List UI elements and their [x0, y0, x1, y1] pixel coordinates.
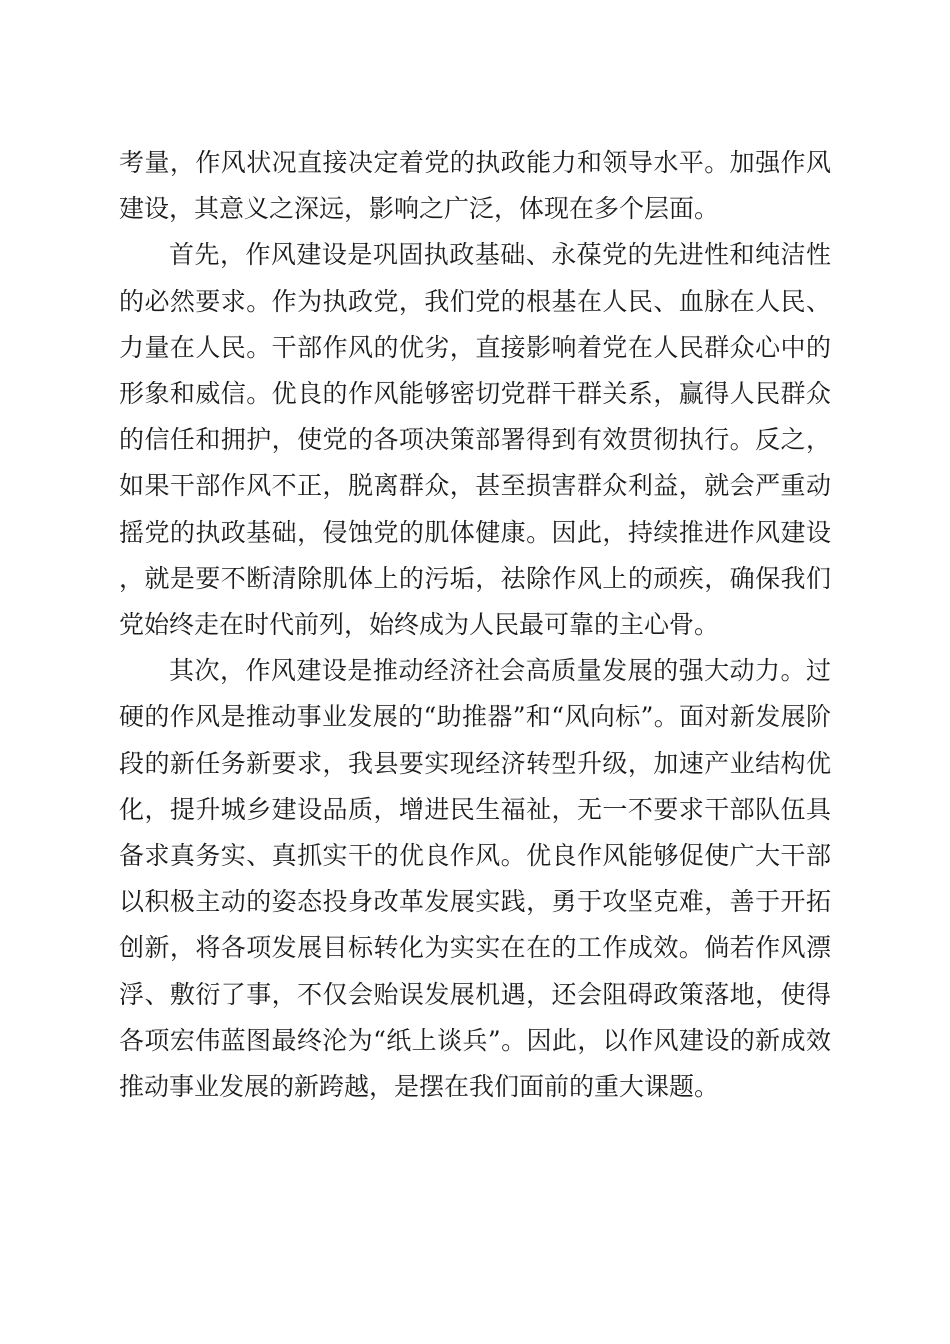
paragraph-3: 其次，作风建设是推动经济社会高质量发展的强大动力。过硬的作风是推动事业发展的“助推器”和“风向标”。面对新发展阶段的新任务新要求，我县要实现经济转型升级，加速产业结构优化，提升城乡建设品质，增进民生福祉，无一不要求干部队伍具备求真务实、真抓实干的优良作风。优良作风能够促使广大干部以积极主动的姿态投身改革发展实践，勇于攻坚克难，善于开拓创新，将各项发展目标转化为实实在在的工作成效。倘若作风漂浮、敷衍了事，不仅会贻误发展机遇，还会阻碍政策落地，使得各项宏伟蓝图最终沦为“纸上谈兵”。因此，以作风建设的新成效推动事业发展的新跨越，是摆在我们面前的重大课题。 — [119, 656, 831, 1102]
paragraph-2: 首先，作风建设是巩固执政基础、永葆党的先进性和纯洁性的必然要求。作为执政党，我们党的根基在人民、血脉在人民、力量在人民。干部作风的优劣，直接影响着党在人民群众心中的形象和威信。优良的作风能够密切党群干群关系，赢得人民群众的信任和拥护，使党的各项决策部署得到有效贯彻执行。反之，如果干部作风不正，脱离群众，甚至损害群众利益，就会严重动摇党的执政基础，侵蚀党的肌体健康。因此，持续推进作风建设，就是要不断清除肌体上的污垢，祛除作风上的顽疾，确保我们党始终走在时代前列，始终成为人民最可靠的主心骨。 — [119, 240, 831, 640]
paragraph-1: 考量，作风状况直接决定着党的执政能力和领导水平。加强作风建设，其意义之深远，影响之广泛，体现在多个层面。 — [119, 148, 831, 224]
document-body — [119, 140, 831, 1110]
